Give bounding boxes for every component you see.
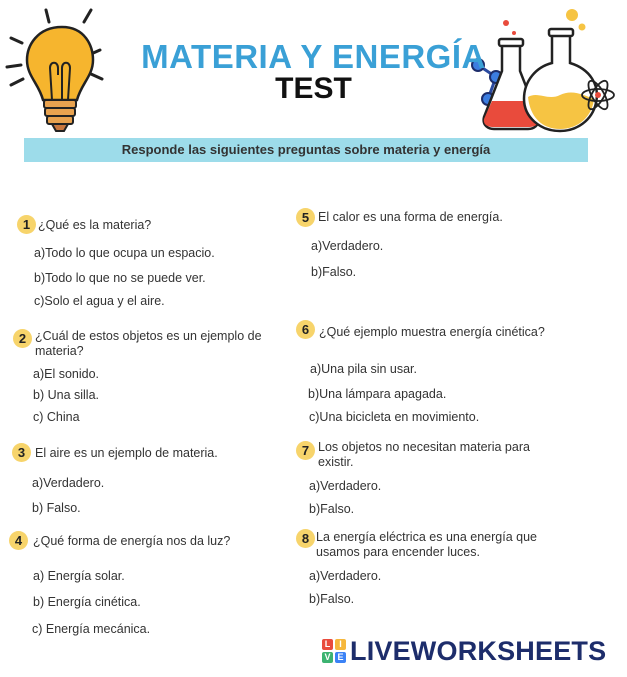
answer-option[interactable]: a)Todo lo que ocupa un espacio. bbox=[34, 246, 215, 260]
instruction-banner bbox=[24, 138, 588, 162]
answer-option[interactable]: a)Verdadero. bbox=[311, 239, 384, 253]
question-text: ¿Qué ejemplo muestra energía cinética? bbox=[319, 325, 545, 339]
question-text: ¿Qué es la materia? bbox=[38, 218, 152, 232]
answer-option[interactable]: c) China bbox=[33, 410, 80, 424]
logo-letter: L bbox=[322, 639, 333, 650]
answer-option[interactable]: b)Falso. bbox=[311, 265, 357, 279]
question-text: Los objetos no necesitan materia para existir. bbox=[318, 440, 530, 469]
answer-option[interactable]: b)Una lámpara apagada. bbox=[308, 387, 447, 401]
answer-option[interactable]: b)Falso. bbox=[309, 592, 355, 606]
answer-option[interactable]: b) Energía cinética. bbox=[33, 595, 141, 609]
answer-option[interactable]: c)Solo el agua y el aire. bbox=[34, 294, 165, 308]
answer-option[interactable]: b) Falso. bbox=[32, 501, 81, 515]
answer-option[interactable]: a)Verdadero. bbox=[309, 569, 382, 583]
question-number: 4 bbox=[9, 531, 28, 550]
question-number: 7 bbox=[296, 441, 315, 460]
answer-option[interactable]: b)Todo lo que no se puede ver. bbox=[34, 271, 206, 285]
question-number: 3 bbox=[12, 443, 31, 462]
page-subtitle: TEST bbox=[275, 72, 352, 105]
question-text: ¿Cuál de estos objetos es un ejemplo de materia? bbox=[35, 329, 262, 358]
page-title: MATERIA Y ENERGÍA bbox=[141, 38, 486, 75]
logo-letter: I bbox=[335, 639, 346, 650]
question-number: 1 bbox=[17, 215, 36, 234]
logo-letter: E bbox=[335, 652, 346, 663]
question-number: 6 bbox=[296, 320, 315, 339]
question-text: La energía eléctrica es una energía que usamos para encender luces. bbox=[316, 530, 537, 559]
question-text: ¿Qué forma de energía nos da luz? bbox=[33, 534, 231, 548]
answer-option[interactable]: a)Una pila sin usar. bbox=[310, 362, 418, 376]
question-number: 8 bbox=[296, 529, 315, 548]
answer-option[interactable]: c) Energía mecánica. bbox=[32, 622, 151, 636]
question-text: El aire es un ejemplo de materia. bbox=[35, 446, 218, 460]
instruction-text: Responde las siguientes preguntas sobre materia y energía bbox=[121, 142, 491, 157]
answer-option[interactable]: c)Una bicicleta en movimiento. bbox=[309, 410, 480, 424]
logo-text: LIVEWORKSHEETS bbox=[350, 635, 607, 666]
answer-option[interactable]: a)Verdadero. bbox=[309, 479, 382, 493]
answer-option[interactable]: b)Falso. bbox=[309, 502, 355, 516]
question-number: 5 bbox=[296, 208, 315, 227]
question-text: El calor es una forma de energía. bbox=[318, 210, 503, 224]
answer-option[interactable]: b) Una silla. bbox=[33, 388, 99, 402]
logo-mark bbox=[322, 639, 346, 663]
logo-letter: V bbox=[322, 652, 333, 663]
question-number: 2 bbox=[13, 329, 32, 348]
answer-option[interactable]: a)El sonido. bbox=[33, 367, 100, 381]
answer-option[interactable]: a)Verdadero. bbox=[32, 476, 105, 490]
answer-option[interactable]: a) Energía solar. bbox=[33, 569, 125, 583]
liveworksheets-logo[interactable] bbox=[322, 637, 606, 665]
